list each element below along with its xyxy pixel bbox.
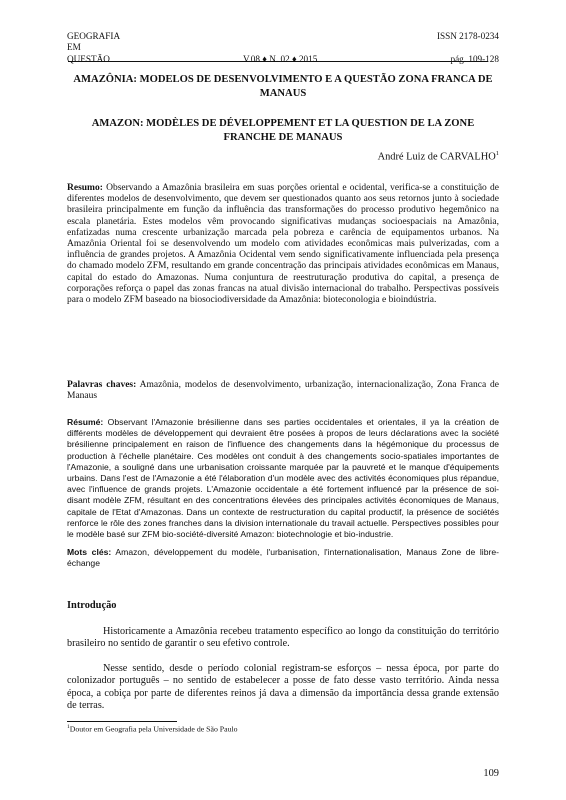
section-heading: Introdução <box>67 600 117 611</box>
body-paragraph: Nesse sentido, desde o período colonial registram-se esforços – nessa época, por parte do colonizador português – no sentido de estabelecer a posse de fato desse vasto território. Ainda nessa época, a cobiça por parte de diferentes reinos já dava a dimensão da importância dessa grande extensão de terras. <box>67 663 499 712</box>
running-header-line-3 <box>67 54 499 65</box>
resume-text: Observant l'Amazonie brésilienne dans ses parties occidentales et orientales, il ya la création de différents modèles de développement qui devraient être posées à propos de leurs déclarations avec la société brésilienne principalement en raison de l'influence des changements dans la hégémonique du processus de production à l'échelle planétaire. Ces modèles ont conduit à des changements socio-spatiales importantes de l'Amazonie, a souligné dans une urbanisation croissante marquée par la pauvreté et le manque d'équipements urbains. Dans l'est de l'Amazonie a été l'élaboration d'un modèle avec des activités économiques plus répandue, avec l'influence de grands projets. L'Amazonie occidentale a été fortement influencé par la présence de soi-disant modèle ZFM, résultant en des concentrations élevées des principales activités économiques de Manaus, capitale de l'Etat d'Amazonas. Dans un contexte de restructuration du capital productif, la présence de sociétés renforce le rôle des zones franches dans la division internationale du travail actuelle. Perspectives possibles pour le modèle basé sur ZFM bio-société-diversité Amazon: biotechnologie et bio-industrie. <box>67 417 500 540</box>
author-line <box>378 150 499 162</box>
resume-label: Résumé: <box>67 417 104 427</box>
author-name: André Luiz de CARVALHO <box>377 151 496 163</box>
running-header-line-1 <box>67 31 499 42</box>
keywords-label: Palavras chaves: <box>67 380 137 390</box>
author-footnote-mark: 1 <box>495 150 499 157</box>
journal-name-line-1: GEOGRAFIA <box>67 31 121 41</box>
footnote-text: Doutor em Geografia pela Universidade de São Paulo <box>69 724 238 734</box>
abstract-portuguese <box>67 183 499 306</box>
keywords-portuguese <box>67 380 499 402</box>
body-paragraph: Historicamente a Amazônia recebeu tratamento específico ao longo da constituição do território brasileiro no sentido de garantir o seu efetivo controle. <box>67 626 499 650</box>
volume-issue: V.08 ♦ N. 02 ♦ 2015 <box>243 54 318 64</box>
page-range: pág. 109-128 <box>450 54 499 64</box>
page-number: 109 <box>483 768 499 779</box>
issn: ISSN 2178-0234 <box>436 31 499 41</box>
abstract-text: Observando a Amazônia brasileira em suas porções oriental e ocidental, verifica-se a constituição de diferentes modelos de desenvolvimento, que devem ser questionados quanto aos seus retornos junto à sociedade brasileira principalmente em função da influência das transformações do processo produtivo hegemônico na escala planetária. Estes modelos vêm provocando significativas mudanças socioespaciais na Amazônia, enfatizadas numa crescente urbanização marcada pela pobreza e carência de equipamentos urbanos. Na Amazônia Oriental foi se desenvolvendo um modelo com atividades econômicas mais pulverizadas, com a influência de grandes projetos. A Amazônia Ocidental vem sendo significativamente influenciada pela presença do chamado modelo ZFM, resultando em grande concentração das principais atividades econômicas em Manaus, capital do estado do Amazonas. Numa conjuntura de reestruturação produtiva do capital, a presença de corporações reforça o papel das zonas francas na atual divisão internacional do trabalho. Perspectivas possíveis para o modelo ZFM baseado na biosociodiversidade da Amazônia: bioteconologia e bioindústria. <box>67 183 499 306</box>
keywords-french <box>67 547 499 569</box>
title-portuguese: AMAZÔNIA: MODELOS DE DESENVOLVIMENTO E A QUESTÃO ZONA FRANCA DE MANAUS <box>73 74 493 99</box>
journal-name-line-3: QUESTÃO <box>67 54 110 64</box>
mots-cles-text: Amazon, développement du modèle, l'urbanisation, l'internationalisation, Manaus Zone de libre-échange <box>67 547 499 569</box>
journal-name-line-2: EM <box>67 42 81 52</box>
abstract-french <box>67 417 499 540</box>
mots-cles-label: Mots clés: <box>67 547 112 557</box>
footnote-mark: 1 <box>67 724 70 730</box>
title-french: AMAZON: MODÈLES DE DÉVELOPPEMENT ET LA QUESTION DE LA ZONE FRANCHE DE MANAUS <box>91 118 475 143</box>
footnote-rule <box>67 721 177 722</box>
keywords-text: Amazônia, modelos de desenvolvimento, urbanização, internacionalização, Zona Franca de Manaus <box>67 380 499 402</box>
abstract-label: Resumo: <box>67 183 103 193</box>
footnote <box>67 724 238 734</box>
